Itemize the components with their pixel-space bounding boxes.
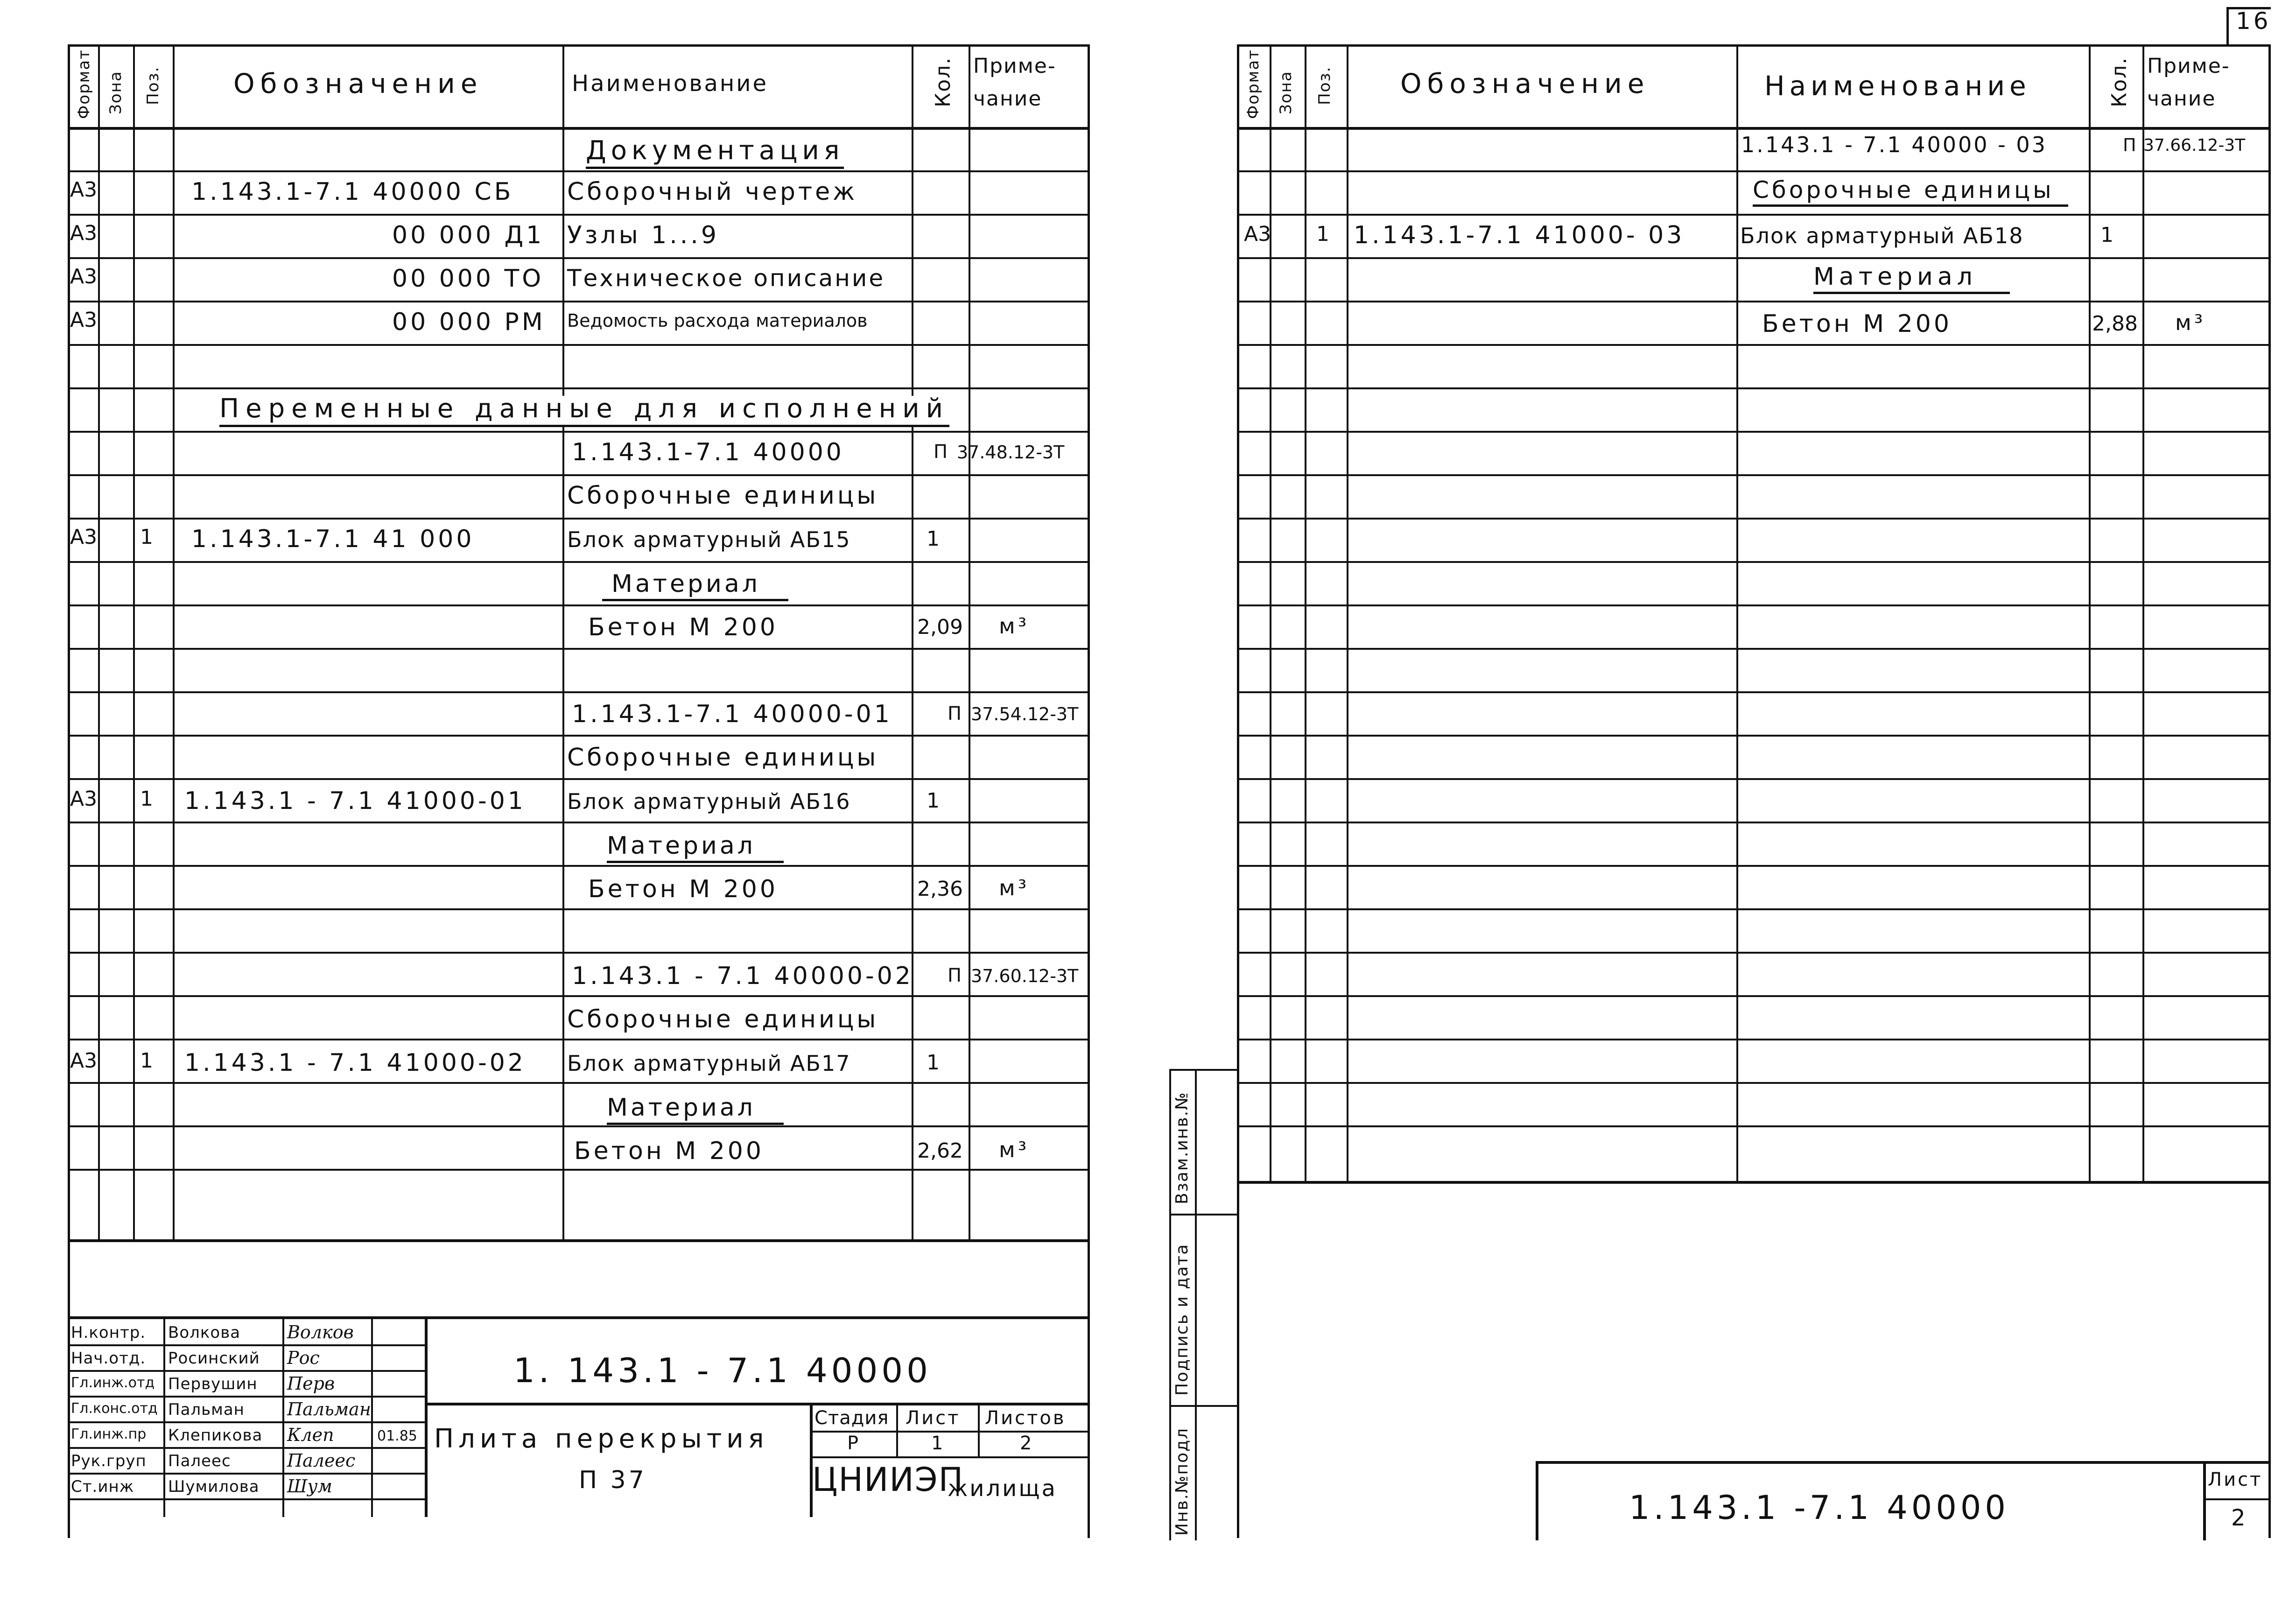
tb-role-3: Гл.инж.отд [71,1375,155,1391]
right-row3-name: Блок арматурный АБ18 [1740,223,2024,248]
row16-qty: 2,36 [917,877,963,901]
row14-name: Блок арматурный АБ16 [567,789,851,814]
right-row2-name: Сборочные единицы [1753,178,2068,207]
row13-name: Сборочные единицы [567,744,879,772]
header-zone: Зона [106,70,125,114]
section-variable-data: Переменные данные для исполнений [219,396,949,427]
tb-name-1: Волкова [168,1323,241,1342]
tb-role-1: Н.контр. [71,1323,146,1342]
right-row3-designation: 1.143.1-7.1 41000- 03 [1354,221,1685,249]
tb-sheets-value: 2 [1020,1433,1032,1454]
tb-signature-1: Волков [287,1322,354,1342]
row12-qty: П [948,703,965,724]
header-pos: Поз. [144,66,162,105]
tb-date: 01.85 [377,1428,417,1444]
tb-signature-5: Клеп [287,1425,334,1445]
tb-sheet-label: Лист [906,1407,961,1429]
row5-designation: 00 000 РМ [392,308,546,336]
stamp-inv-replace: Взам.инв.№ [1173,1091,1192,1204]
header-note-2: чание [973,87,1042,111]
right-row1-qty: П [2123,135,2139,155]
tb-sheet-value: 1 [931,1433,944,1454]
row4-name: Техническое описание [567,265,885,292]
row14-qty: 1 [927,789,942,813]
tb-role-5: Гл.инж.пр [71,1426,147,1442]
right-sheet-frame [1237,44,2271,1538]
row7-name: 1.143.1-7.1 40000 [572,438,844,466]
row7-qty: П [934,441,951,463]
header-designation: Обозначение [233,68,483,99]
tb-name-7: Шумилова [168,1477,260,1496]
corner-sheet-number: 16 [2236,7,2271,35]
row2-name: Сборочный чертеж [567,178,857,206]
right-row4-material: Материал [1813,265,2010,294]
tb-org-small: жилища [948,1475,1057,1502]
tb-role-4: Гл.конс.отд [71,1400,158,1417]
row5-name: Ведомость расхода материалов [567,310,868,331]
tb-role-7: Ст.инж [71,1477,134,1496]
row4-format: А3 [70,265,98,288]
row12-note: 37.54.12-3Т [971,704,1079,724]
right-row3-pos: 1 [1316,222,1332,246]
header-name-right: Наименование [1764,70,2031,102]
right-row1-name: 1.143.1 - 7.1 40000 - 03 [1741,132,2047,157]
header-note-2-right: чание [2147,87,2216,111]
tb-signature-2: Рос [287,1348,320,1368]
tb-signature-4: Пальман [287,1399,371,1419]
row20-material: Материал [607,1096,784,1125]
row17-note: 37.60.12-3Т [971,966,1079,986]
header-name: Наименование [572,70,769,97]
tb-role-6: Рук.груп [71,1452,147,1470]
header-qty-right: Кол. [2107,56,2131,107]
right-tb-sheet-value: 2 [2231,1505,2246,1531]
row21-note: м³ [999,1137,1030,1162]
tb-name-6: Палеес [168,1452,231,1470]
row19-pos: 1 [140,1049,156,1073]
row9-format: А3 [70,525,98,549]
row3-designation: 00 000 Д1 [392,221,545,249]
row9-qty: 1 [927,527,942,551]
row9-pos: 1 [140,525,156,549]
tb-name-3: Первушин [168,1375,258,1393]
row19-name: Блок арматурный АБ17 [567,1051,851,1076]
row14-designation: 1.143.1 - 7.1 41000-01 [184,787,526,815]
row2-designation: 1.143.1-7.1 40000 СБ [191,178,514,206]
section-documentation: Документация [586,138,844,169]
row14-format: А3 [70,787,98,811]
right-row5-name: Бетон М 200 [1762,310,1952,338]
row11-name: Бетон М 200 [588,613,778,641]
row16-name: Бетон М 200 [588,875,778,903]
header-pos-right: Поз. [1315,66,1334,105]
row17-qty: П [948,965,965,986]
row4-designation: 00 000 ТО [392,265,544,293]
tb-stage-label: Стадия [814,1407,889,1429]
row15-material: Материал [607,834,784,863]
row16-note: м³ [999,875,1030,900]
right-row5-qty: 2,88 [2092,312,2138,336]
right-row3-format: А3 [1244,222,1271,246]
tb-name-5: Клепикова [168,1426,263,1445]
tb-doc-code: 1. 143.1 - 7.1 40000 [513,1351,932,1390]
tb-title-line2: П 37 [579,1466,647,1494]
header-zone-right: Зона [1277,70,1295,114]
right-row3-qty: 1 [2100,223,2116,247]
right-tb-doc-code: 1.143.1 -7.1 40000 [1629,1489,2009,1527]
row21-name: Бетон М 200 [574,1137,764,1165]
tb-org-big: ЦНИИЭП [812,1461,964,1499]
tb-name-2: Росинский [168,1349,260,1368]
row5-format: А3 [70,308,98,332]
row9-designation: 1.143.1-7.1 41 000 [191,525,475,553]
tb-stage-value: Р [847,1433,859,1454]
stamp-sign-date: Подпись и дата [1173,1243,1192,1396]
row3-format: А3 [70,221,98,245]
row21-qty: 2,62 [917,1139,963,1163]
row7-note: 37.48.12-3Т [957,442,1065,463]
row11-qty: 2,09 [917,615,963,639]
header-designation-right: Обозначение [1400,68,1650,99]
row2-format: А3 [70,178,98,202]
row17-name: 1.143.1 - 7.1 40000-02 [572,962,913,990]
row19-designation: 1.143.1 - 7.1 41000-02 [184,1049,526,1077]
row14-pos: 1 [140,787,156,811]
tb-sheets-label: Листов [985,1407,1066,1429]
tb-name-4: Пальман [168,1400,245,1419]
header-note-1-right: Приме- [2147,54,2230,78]
header-format: Формат [75,49,93,119]
tb-signature-3: Перв [287,1373,335,1394]
header-qty: Кол. [931,56,955,107]
row12-name: 1.143.1-7.1 40000-01 [572,700,892,728]
row19-qty: 1 [927,1051,942,1075]
header-format-right: Формат [1244,49,1263,119]
tb-signature-7: Шум [287,1476,332,1497]
row18-name: Сборочные единицы [567,1005,879,1033]
right-row5-note: м³ [2175,310,2206,335]
stamp-inv-orig: Инв.№подл [1173,1427,1192,1536]
row8-name: Сборочные единицы [567,482,879,510]
tb-role-2: Нач.отд. [71,1349,146,1368]
row11-note: м³ [999,613,1030,639]
row3-name: Узлы 1...9 [567,221,719,249]
header-note-1: Приме- [973,54,1056,78]
row19-format: А3 [70,1049,98,1073]
row10-material: Материал [602,572,788,601]
right-tb-sheet-label: Лист [2208,1469,2263,1490]
tb-title-line1: Плита перекрытия [434,1424,769,1454]
tb-signature-6: Палеес [287,1450,356,1471]
right-row1-note: 37.66.12-3Т [2143,136,2246,155]
row9-name: Блок арматурный АБ15 [567,527,851,552]
